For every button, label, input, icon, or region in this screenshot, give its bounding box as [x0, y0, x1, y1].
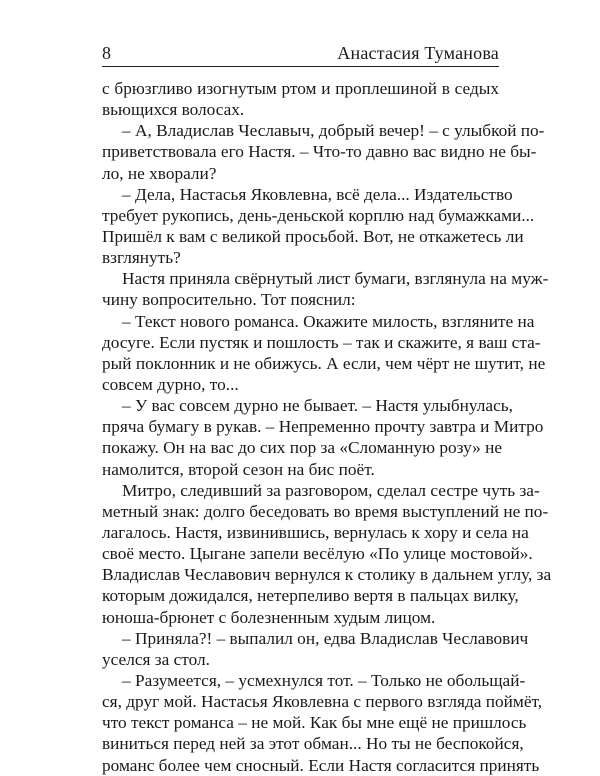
text-line: метный знак: долго беседовать во время выступлений не по-: [102, 501, 549, 521]
text-line: виниться перед ней за этот обман... Но ты не беспокойся,: [102, 734, 524, 754]
text-line: пряча бумагу в рукав. – Непременно прочту завтра и Митро: [102, 417, 544, 437]
paragraph: [102, 311, 546, 396]
text-line: Настя приняла свёрнутый лист бумаги, взглянула на муж-: [122, 269, 549, 289]
page-number: 8: [102, 43, 112, 63]
running-title: Анастасия Туманова: [337, 43, 499, 63]
text-line: которым дожидался, нетерпеливо вертя в пальцах вилку,: [102, 586, 519, 606]
text-line: чину вопросительно. Тот пояснил:: [102, 290, 356, 310]
text-line: досуге. Если пустяк и пошлость – так и скажите, я ваш ста-: [102, 332, 541, 352]
text-line: покажу. Он на вас до сих пор за «Сломанную розу» не: [102, 438, 503, 458]
text-line: Пришёл к вам с великой просьбой. Вот, не откажетесь ли: [102, 226, 524, 246]
text-line: Митро, следивший за разговором, сделал сестре чуть за-: [122, 480, 540, 500]
text-line: – Разумеется, – усмехнулся тот. – Только не обольщай-: [122, 670, 526, 690]
text-line: – Дела, Настасья Яковлевна, всё дела... Издательство: [122, 184, 513, 204]
text-line: – Текст нового романса. Окажите милость, взгляните на: [122, 311, 535, 331]
paragraph: [102, 395, 544, 480]
text-line: с брюзгливо изогнутым ртом и проплешиной в седых: [102, 79, 499, 98]
text-line: вьющихся волосах.: [102, 100, 245, 120]
paragraph: [102, 670, 543, 776]
body-text: [102, 78, 552, 776]
text-line: совсем дурно, то...: [102, 374, 239, 394]
text-line: рый поклонник и не обижусь. А если, чем чёрт не шутит, не: [102, 353, 546, 373]
paragraph: [102, 268, 549, 310]
text-line: романс более чем сносный. Если Настя согласится принять: [102, 755, 540, 775]
text-line: уселся за стол.: [102, 649, 210, 669]
text-line: ло, не хворали?: [102, 163, 217, 183]
text-line: приветствовала его Настя. – Что-то давно вас видно не бы-: [102, 142, 537, 162]
paragraph: [102, 184, 535, 269]
text-line: своё место. Цыгане запели весёлую «По улице мостовой».: [102, 544, 533, 564]
paragraph: [102, 480, 552, 628]
text-line: – А, Владислав Чеславыч, добрый вечер! – с улыбкой по-: [122, 121, 545, 141]
text-line: ся, друг мой. Настасья Яковлевна с первого взгляда поймёт,: [102, 692, 543, 712]
text-line: Владислав Чеславович вернулся к столику в дальнем углу, за: [102, 565, 552, 585]
text-line: требует рукопись, день-деньской корплю над бумажками...: [102, 205, 535, 225]
paragraph: [102, 78, 499, 120]
text-line: лагалось. Настя, извинившись, вернулась к хору и села на: [102, 522, 529, 542]
paragraph: [102, 120, 545, 183]
text-line: что текст романса – не мой. Как бы мне ещё не пришлось: [102, 713, 527, 733]
paragraph: [102, 628, 529, 670]
text-line: – Приняла?! – выпалил он, едва Владислав Чеславович: [122, 628, 529, 648]
header-rule: [102, 66, 499, 67]
text-line: намолится, второй сезон на бис поёт.: [102, 459, 375, 479]
text-line: – У вас совсем дурно не бывает. – Настя улыбнулась,: [122, 396, 513, 416]
text-line: юноша-брюнет с болезненным худым лицом.: [102, 607, 436, 627]
running-header: [102, 36, 499, 64]
text-line: взглянуть?: [102, 248, 181, 268]
